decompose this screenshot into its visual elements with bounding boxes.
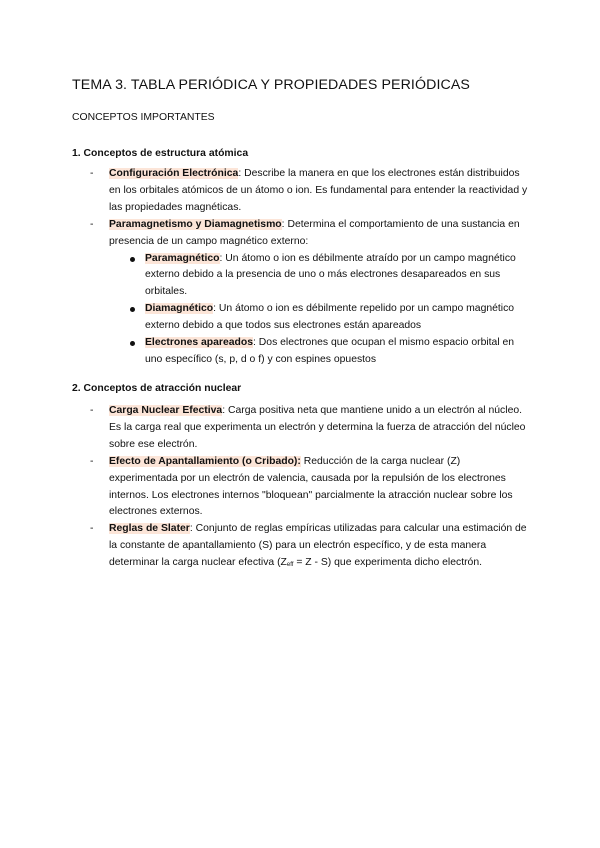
dash-marker: - (90, 168, 94, 179)
sublist-magnetismo (109, 251, 528, 369)
term-paramagnetismo-diamagnetismo: Paramagnetismo y Diamagnetismo (109, 218, 282, 230)
term-separator: : (219, 252, 226, 264)
definition-text: Un átomo o ion es débilmente repelido por un campo magnético externo debido a que todos sus electrones están apareados (145, 303, 515, 332)
definition-text-continued: = Z - S) que experimenta dicho electrón. (293, 557, 483, 569)
bullet-icon (130, 307, 135, 312)
term-efecto-apantallamiento: Efecto de Apantallamiento (o Cribado): (109, 455, 301, 467)
list-item-configuracion-electronica (72, 166, 528, 217)
sublist-item-diamagnetico (72, 301, 528, 335)
section-heading-atraccion-nuclear: 2. Conceptos de atracción nuclear (72, 383, 242, 394)
dash-marker: - (90, 523, 94, 535)
bullet-icon (130, 341, 135, 346)
sublist-item-paramagnetico (72, 251, 528, 302)
dash-marker: - (90, 455, 94, 467)
list-item-carga-nuclear-efectiva (72, 403, 528, 454)
term-separator: : (238, 168, 245, 179)
term-separator: : (281, 218, 288, 230)
sublist-item-electrones-apareados (72, 335, 528, 369)
zeff-subscript: eff (286, 562, 294, 569)
term-separator: : (189, 523, 196, 535)
section-heading-estructura-atomica: 1. Conceptos de estructura atómica (72, 148, 249, 159)
term-separator: : (222, 405, 228, 416)
definition-text: Dos electrones que ocupan el mismo espacio orbital en uno específico (s, p, d o f) y con espines opuestos (145, 337, 515, 365)
definition-text: Reducción de la carga nuclear (Z) experimentada por un electrón de valencia, causada por la repulsión de los electrones internos. Los electrones internos "bloquean" parcialmente la atracción nuclear sobre los electrones externos. (109, 455, 513, 518)
bullet-icon (130, 257, 135, 262)
list-item-paramagnetismo-diamagnetismo (72, 217, 528, 369)
document-subtitle: CONCEPTOS IMPORTANTES (72, 112, 215, 123)
dash-marker: - (90, 405, 94, 416)
term-separator: : (213, 303, 219, 315)
term-separator: : (253, 337, 259, 349)
definition-text: Conjunto de reglas empíricas utilizadas para calcular una estimación de la constante de apantallamiento (S) para un electrón específico, y de esta manera determinar la carga nuclear efectiva (Z (109, 523, 527, 569)
definition-text: Carga positiva neta que mantiene unido a un electrón al núcleo. Es la carga real que experimenta un electrón y determina la fuerza de atracción del núcleo sobre ese electrón. (109, 405, 526, 450)
document-title: TEMA 3. TABLA PERIÓDICA Y PROPIEDADES PERIÓDICAS (72, 77, 470, 93)
section-list-estructura-atomica (72, 166, 528, 369)
term-diamagnetico: Diamagnético (145, 303, 214, 315)
term-paramagnetico: Paramagnético (145, 252, 220, 264)
term-configuracion-electronica: Configuración Electrónica (109, 168, 239, 179)
dash-marker: - (90, 218, 94, 230)
term-carga-nuclear-efectiva: Carga Nuclear Efectiva (109, 405, 223, 416)
list-item-reglas-slater (72, 521, 528, 574)
list-item-efecto-apantallamiento (72, 454, 528, 522)
definition-text: Describe la manera en que los electrones están distribuidos en los orbitales atómicos de un átomo o ion. Es fundamental para entender la reactividad y las propiedades magnéticas. (109, 168, 528, 213)
term-reglas-slater: Reglas de Slater (109, 523, 190, 535)
section-list-atraccion-nuclear (72, 403, 528, 574)
definition-text: Un átomo o ion es débilmente atraído por un campo magnético externo debido a la presencia de uno o más electrones desapareados en sus orbitales. (145, 252, 516, 298)
term-electrones-apareados: Electrones apareados (145, 337, 253, 349)
definition-text: Determina el comportamiento de una sustancia en presencia de un campo magnético externo: (109, 218, 520, 247)
